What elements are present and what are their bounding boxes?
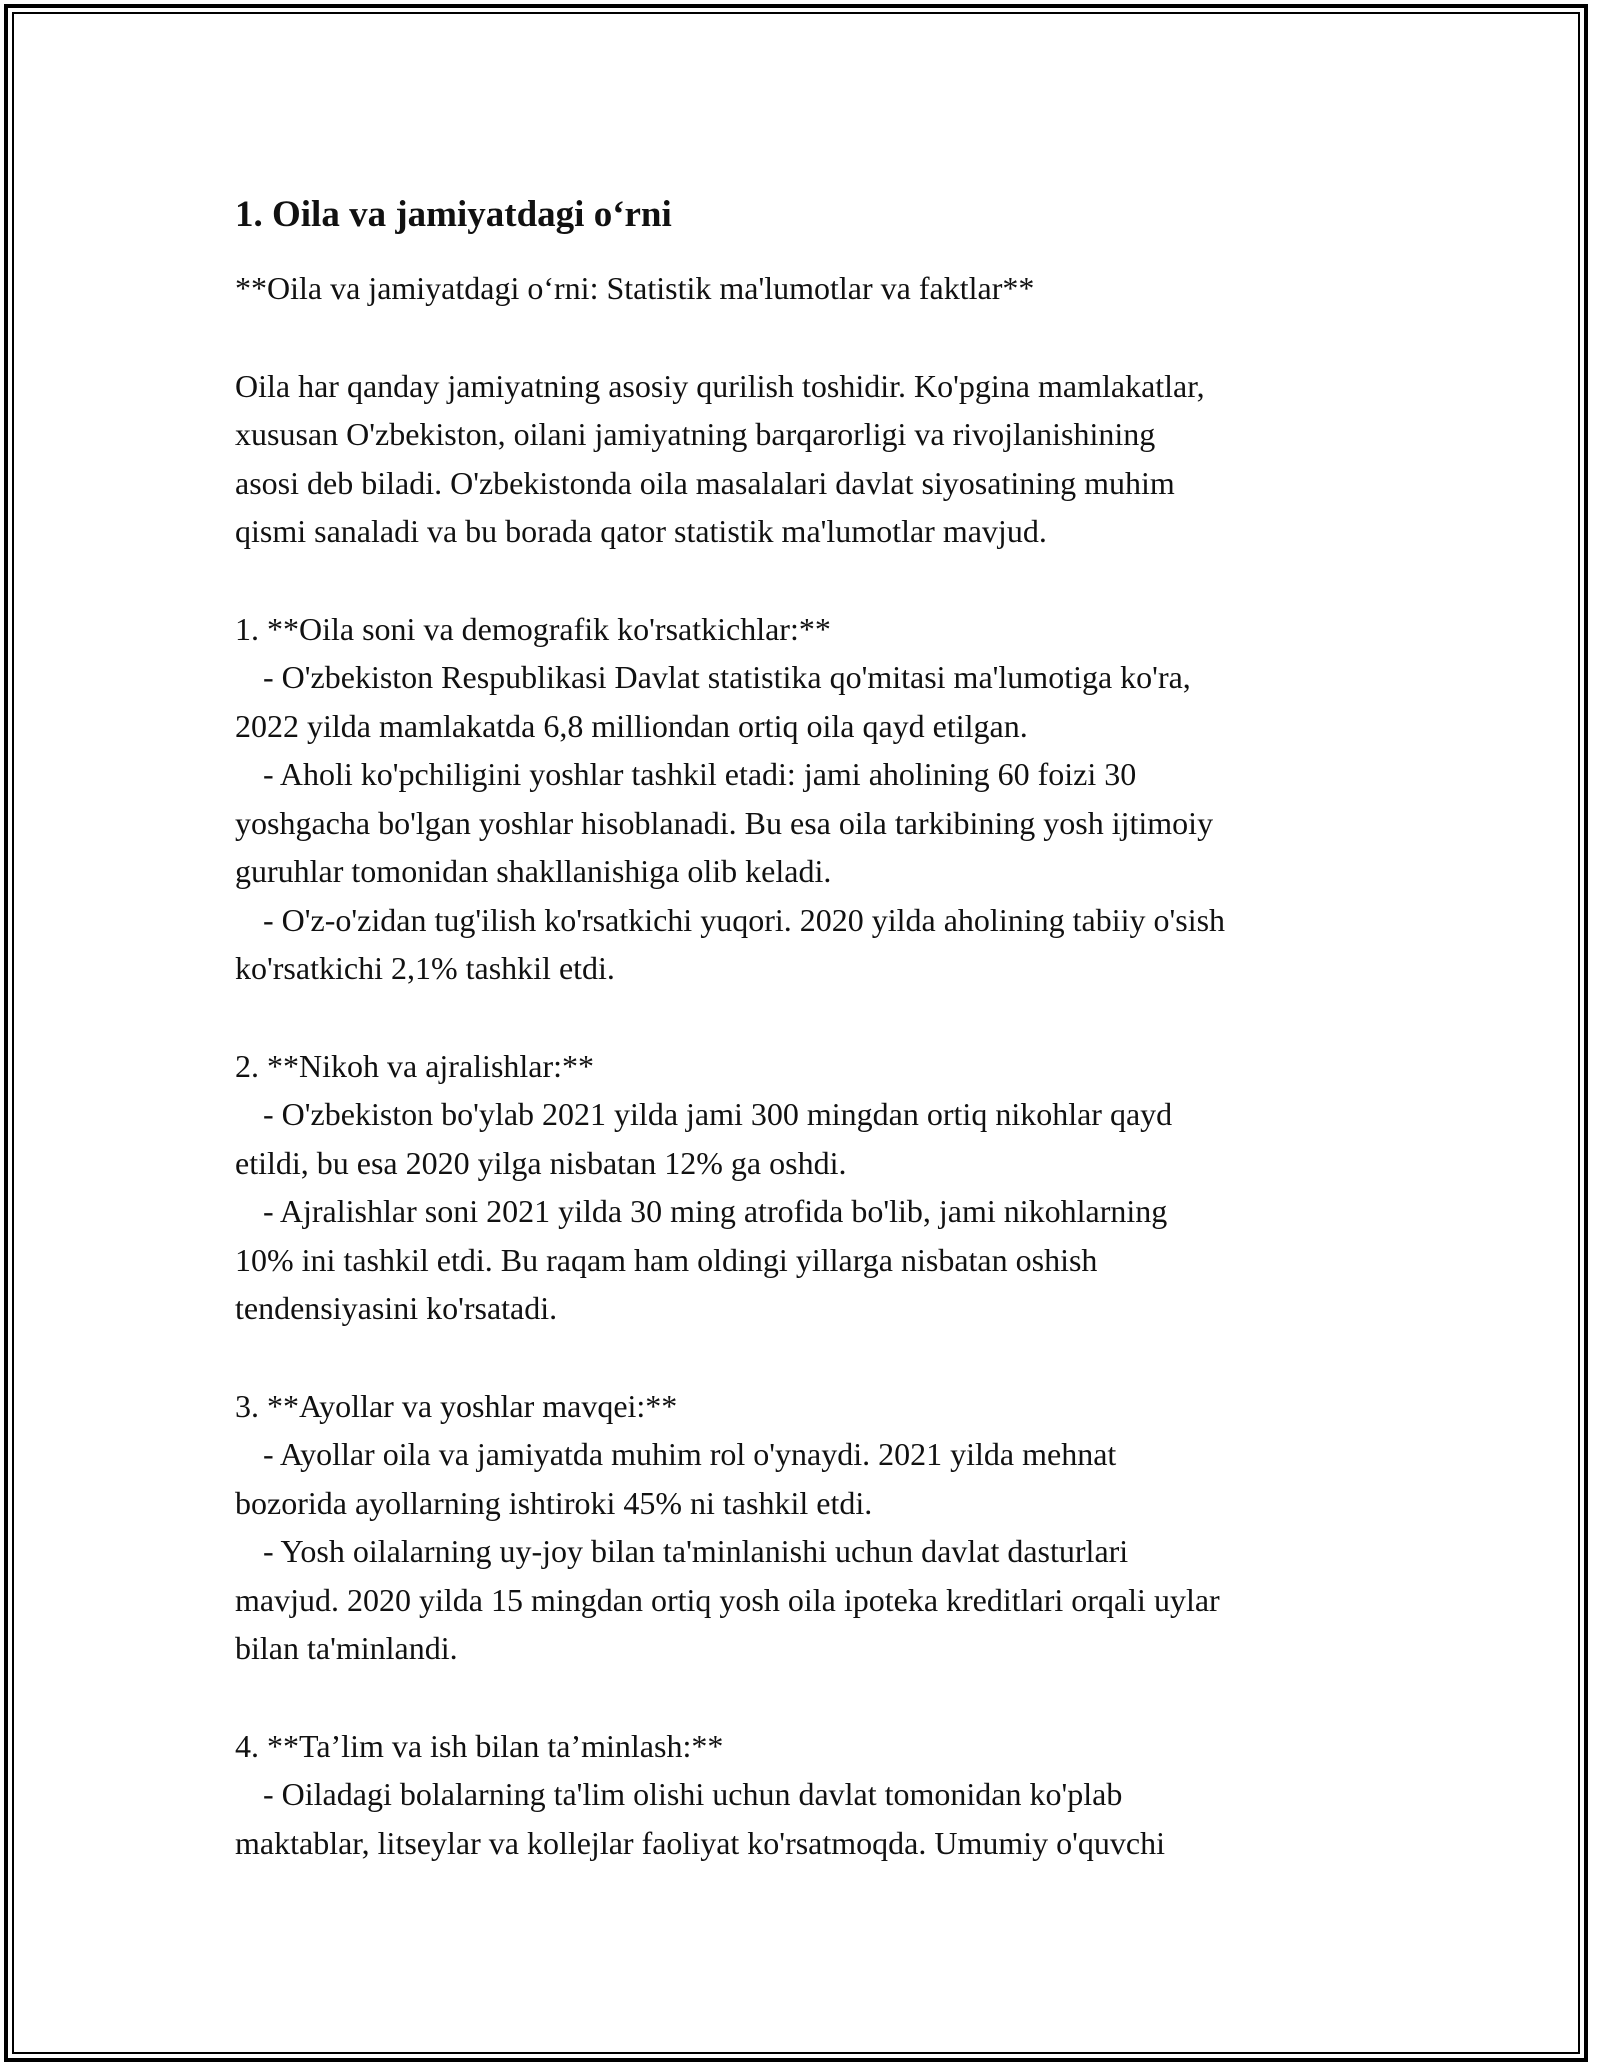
section-item: - Oiladagi bolalarning ta'lim olishi uchun davlat tomonidan ko'plab maktablar, litseylar va kollejlar faoliyat ko'rsatmoqda. Umumiy o'quvchi bbox=[235, 1776, 1165, 1861]
section-item: - O'zbekiston Respublikasi Davlat statistika qo'mitasi ma'lumotiga ko'ra, 2022 yilda mamlakatda 6,8 milliondan ortiq oila qayd etilgan. bbox=[235, 659, 1191, 744]
section-heading: 3. **Ayollar va yoshlar mavqei:** bbox=[235, 1387, 678, 1424]
section-heading: 2. **Nikoh va ajralishlar:** bbox=[235, 1047, 595, 1084]
section-2 bbox=[235, 1042, 1380, 1333]
document-subtitle: **Oila va jamiyatdagi o‘rni: Statistik ma'lumotlar va faktlar** bbox=[235, 270, 1035, 306]
section-heading: 4. **Ta’lim va ish bilan ta’minlash:** bbox=[235, 1727, 724, 1764]
section-item: - Aholi ko'pchiligini yoshlar tashkil etadi: jami aholining 60 foizi 30 yoshgacha bo'lgan yoshlar hisoblanadi. Bu esa oila tarkibining yosh ijtimoiy guruhlar tomonidan shakllanishiga olib keladi. bbox=[235, 756, 1214, 889]
section-item: - O'zbekiston bo'ylab 2021 yilda jami 300 mingdan ortiq nikohlar qayd etildi, bu esa 2020 yilga nisbatan 12% ga oshdi. bbox=[235, 1096, 1173, 1181]
section-4 bbox=[235, 1722, 1380, 1868]
section-item: - Ajralishlar soni 2021 yilda 30 ming atrofida bo'lib, jami nikohlarning 10% ini tashkil etdi. Bu raqam ham oldingi yillarga nisbatan oshish tendensiyasini ko'rsatadi. bbox=[235, 1193, 1168, 1326]
section-1 bbox=[235, 605, 1380, 993]
intro-paragraph: Oila har qanday jamiyatning asosiy qurilish toshidir. Ko'pgina mamlakatlar, xususan O'zbekiston, oilani jamiyatning barqarorligi va rivojlanishining asosi deb biladi. O'zbekistonda oila masalalari davlat siyosatining muhim qismi sanaladi va bu borada qator statistik ma'lumotlar mavjud. bbox=[235, 367, 1205, 549]
document-body bbox=[235, 190, 1380, 1867]
section-item: - O'z-o'zidan tug'ilish ko'rsatkichi yuqori. 2020 yilda aholining tabiiy o'sish ko'rsatkichi 2,1% tashkil etdi. bbox=[235, 901, 1226, 986]
section-3 bbox=[235, 1382, 1380, 1673]
section-item: - Yosh oilalarning uy-joy bilan ta'minlanishi uchun davlat dasturlari mavjud. 2020 yilda 15 mingdan ortiq yosh oila ipoteka kreditlari orqali uylar bilan ta'minlandi. bbox=[235, 1533, 1220, 1666]
document-title: 1. Oila va jamiyatdagi o‘rni bbox=[235, 194, 672, 235]
section-item: - Ayollar oila va jamiyatda muhim rol o'ynaydi. 2021 yilda mehnat bozorida ayollarning ishtiroki 45% ni tashkil etdi. bbox=[235, 1436, 1117, 1521]
section-heading: 1. **Oila soni va demografik ko'rsatkichlar:** bbox=[235, 610, 831, 647]
